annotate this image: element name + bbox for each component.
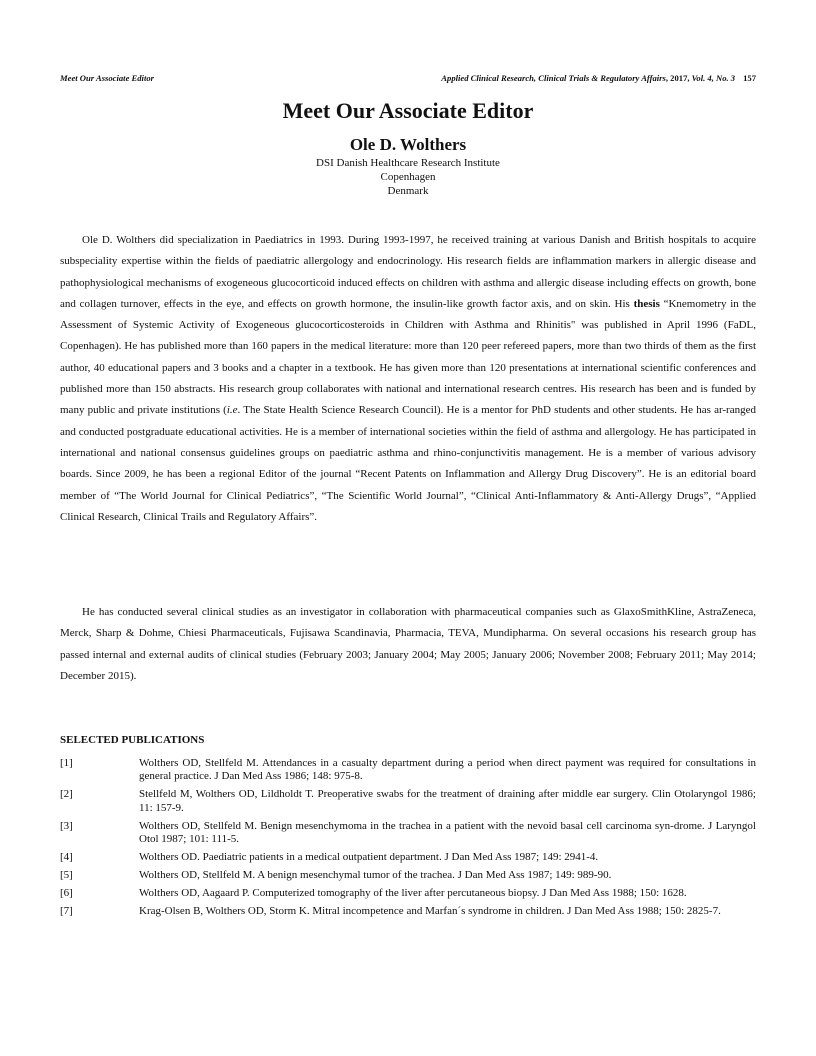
publication-citation: Wolthers OD. Paediatric patients in a medical outpatient department. J Dan Med Ass 1987; 149: 2941-4. — [139, 851, 599, 864]
publication-citation: Stellfeld M, Wolthers OD, Lildholdt T. Preoperative swabs for the treatment of draining after middle ear surgery. Clin Otolaryngol 1986; 11: 157-9. — [139, 788, 756, 814]
page-title: Meet Our Associate Editor — [282, 98, 534, 123]
bio-paragraph-1 — [60, 230, 756, 528]
journal-name: Applied Clinical Research, Clinical Trials & Regulatory Affairs — [441, 73, 666, 83]
bio-text: . The State Health Science Research Council). He is a mentor for PhD students and other students. He has ar-ranged and conducted postgraduate educational activities. He is a member of international societies within the field of asthma and allergology. He has participated in international and national consensus guidelines groups on paediatric asthma and rhino-conjunctivitis management. He is a member of various advisory boards. Since 2009, he has been a regional Editor of the journal “Recent Patents on Inflammation and Allergy Drug Discovery”. He is an editorial board member of “The World Journal for Clinical Pediatrics”, “The Scientific World Journal”, “Clinical Anti-Inflammatory & Anti-Allergy Drugs”, “Applied Clinical Research, Clinical Trails and Regulatory Affairs”. — [60, 404, 756, 523]
publication-citation: Krag-Olsen B, Wolthers OD, Storm K. Mitral incompetence and Marfan´s syndrome in children. J Dan Med Ass 1988; 150: 2825-7. — [139, 905, 721, 918]
running-header-section: Meet Our Associate Editor — [60, 73, 154, 83]
author-affiliation: DSI Danish Healthcare Research Institute — [316, 157, 500, 169]
publication-citation: Wolthers OD, Stellfeld M. A benign mesenchymal tumor of the trachea. J Dan Med Ass 1987; 149: 989-90. — [139, 869, 612, 882]
publications-list — [60, 757, 756, 923]
publications-heading: SELECTED PUBLICATIONS — [60, 734, 205, 746]
publication-number: [3] — [60, 819, 73, 832]
bio-paragraph-2: He has conducted several clinical studies as an investigator in collaboration with pharmaceutical companies such as GlaxoSmithKline, AstraZeneca, Merck, Sharp & Dohme, Chiesi Pharmaceuticals, Fujisawa Scandinavia, Pharmacia, TEVA, Mundipharma. On several occasions his research group has passed internal and external audits of clinical studies (February 2003; January 2004; May 2005; January 2006; November 2008; February 2011; May 2014; December 2015). — [60, 606, 756, 682]
author-city: Copenhagen — [380, 171, 436, 183]
publication-number: [7] — [60, 905, 73, 918]
journal-volume-issue: Vol. 4, No. 3 — [691, 73, 736, 83]
bio-text: “Knemometry in the Assessment of Systemic Activity of Exogeneous glucocorticosteroids in Children with Asthma and Rhinitis" was published in April 1996 (FaDL, Copenhagen). He has published more than 160 papers in the medical literature: more than 120 peer refereed papers, more than two thirds of them as the first author, 40 educational papers and 3 books and a chapter in a textbook. He has given more than 120 presentations at international scientific conferences and published more than 150 abstracts. His research group collaborates with national and international research centres. His research has been and is funded by many public and private institutions ( — [60, 297, 756, 417]
publication-number: [6] — [60, 887, 73, 900]
publication-citation: Wolthers OD, Aagaard P. Computerized tomography of the liver after percutaneous biopsy. J Dan Med Ass 1988; 150: 1628. — [139, 887, 687, 900]
publication-item — [60, 905, 756, 918]
publication-item — [60, 851, 756, 864]
publication-number: [2] — [60, 788, 73, 801]
bio-bold-term: thesis — [633, 297, 660, 310]
publication-number: [4] — [60, 851, 73, 864]
running-header — [60, 73, 756, 87]
bio-text: Ole D. Wolthers did specialization in Paediatrics in 1993. During 1993-1997, he received training at various Danish and British hospitals to acquire subspeciality expertise within the fields of paediatric allergology and endocrinology. His research fields are inflammation markers in allergic disease and pathophysiological mechanisms of exogeneous glucocorticoid induced effects on children with asthma and allergic disease including effects on growth, bone and collagen turnover, effects in the eye, and effects on growth hormone, the insulin-like growth factor axis, and on skin. His — [60, 234, 756, 310]
page-number: 157 — [743, 73, 756, 83]
publication-item — [60, 757, 756, 784]
bio-italic-term: i.e — [226, 404, 238, 417]
journal-year: , 2017, — [665, 73, 692, 83]
publication-item — [60, 887, 756, 900]
publication-citation: Wolthers OD, Stellfeld M. Attendances in a casualty department during a period when direct payment was required for consultations in general practice. J Dan Med Ass 1986; 148: 975-8. — [139, 757, 756, 783]
publication-item — [60, 820, 756, 847]
publication-number: [1] — [60, 757, 73, 769]
author-name: Ole D. Wolthers — [349, 135, 467, 154]
running-header-citation — [441, 73, 756, 83]
publication-item — [60, 788, 756, 815]
publication-number: [5] — [60, 869, 73, 882]
publication-item — [60, 869, 756, 882]
publication-citation: Wolthers OD, Stellfeld M. Benign mesenchymoma in the trachea in a patient with the nevoid basal cell carcinoma syn-drome. J Laryngol Otol 1987; 101: 111-5. — [139, 819, 756, 846]
author-country: Denmark — [387, 185, 429, 197]
